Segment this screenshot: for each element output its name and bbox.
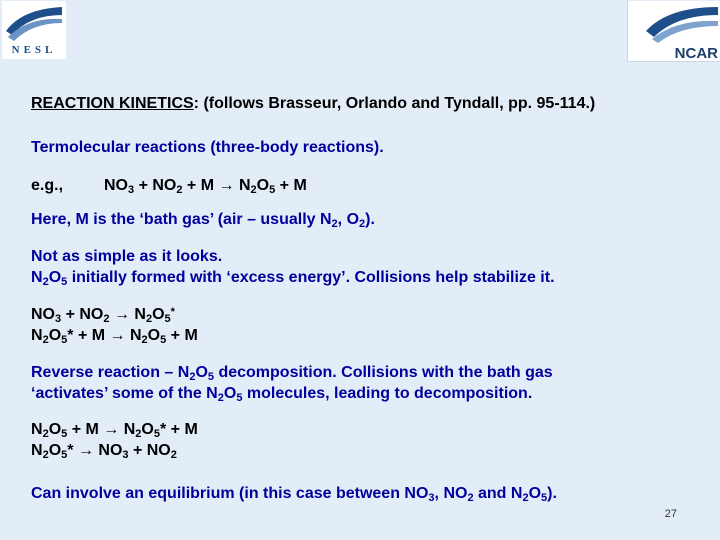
arrow-icon: → (103, 421, 120, 438)
stabilization-eq2: $N_2O_5* + M \to N_2O_5 + M$ (31, 327, 198, 346)
example-equation: $NO_3 + NO_2 + M \to N_2O_5 + M$ (104, 177, 307, 196)
page-number: 27 (664, 508, 677, 520)
nesl-logo (2, 1, 66, 59)
title-heading: REACTION KINETICS (31, 95, 194, 112)
decomposition-eq2: $N_2O_5* \to NO_3 + NO_2$ (31, 442, 177, 461)
nesl-logo-text: NESL (11, 44, 57, 56)
arrow-icon: → (77, 442, 94, 459)
example-line (31, 176, 307, 196)
subtitle: Termolecular reactions (three-body reactions). (31, 139, 384, 156)
example-label: e.g., (31, 177, 64, 194)
stabilization-eq1: $NO_3 + NO_2 \to N_2O_5^*$ (31, 306, 175, 325)
not-simple-line2: $N_2O_5$ initially formed with ‘excess energy’. Collisions help stabilize it. (31, 269, 555, 288)
reverse-line1: Reverse reaction – $N_2O_5$ decomposition. Collisions with the bath gas (31, 364, 553, 383)
reverse-line2: ‘activates’ some of the $N_2O_5$ molecules, leading to decomposition. (31, 385, 533, 404)
not-simple-line1: Not as simple as it looks. (31, 248, 223, 265)
title-reference: : (follows Brasseur, Orlando and Tyndall, pp. 95-114.) (193, 95, 596, 112)
arrow-icon: → (109, 327, 126, 344)
slide-title (31, 94, 595, 114)
ncar-logo-text: NCAR (674, 45, 718, 61)
arrow-icon: → (218, 177, 235, 194)
equilibrium-note: Can involve an equilibrium (in this case between $NO_3$, $NO_2$ and $N_2O_5$). (31, 485, 557, 504)
decomposition-eq1: $N_2O_5 + M \to N_2O_5* + M$ (31, 421, 198, 440)
bath-gas-note: Here, M is the ‘bath gas’ (air – usually $N_2$, $O_2$). (31, 211, 375, 230)
arrow-icon: → (113, 306, 130, 323)
ncar-logo (627, 1, 720, 62)
